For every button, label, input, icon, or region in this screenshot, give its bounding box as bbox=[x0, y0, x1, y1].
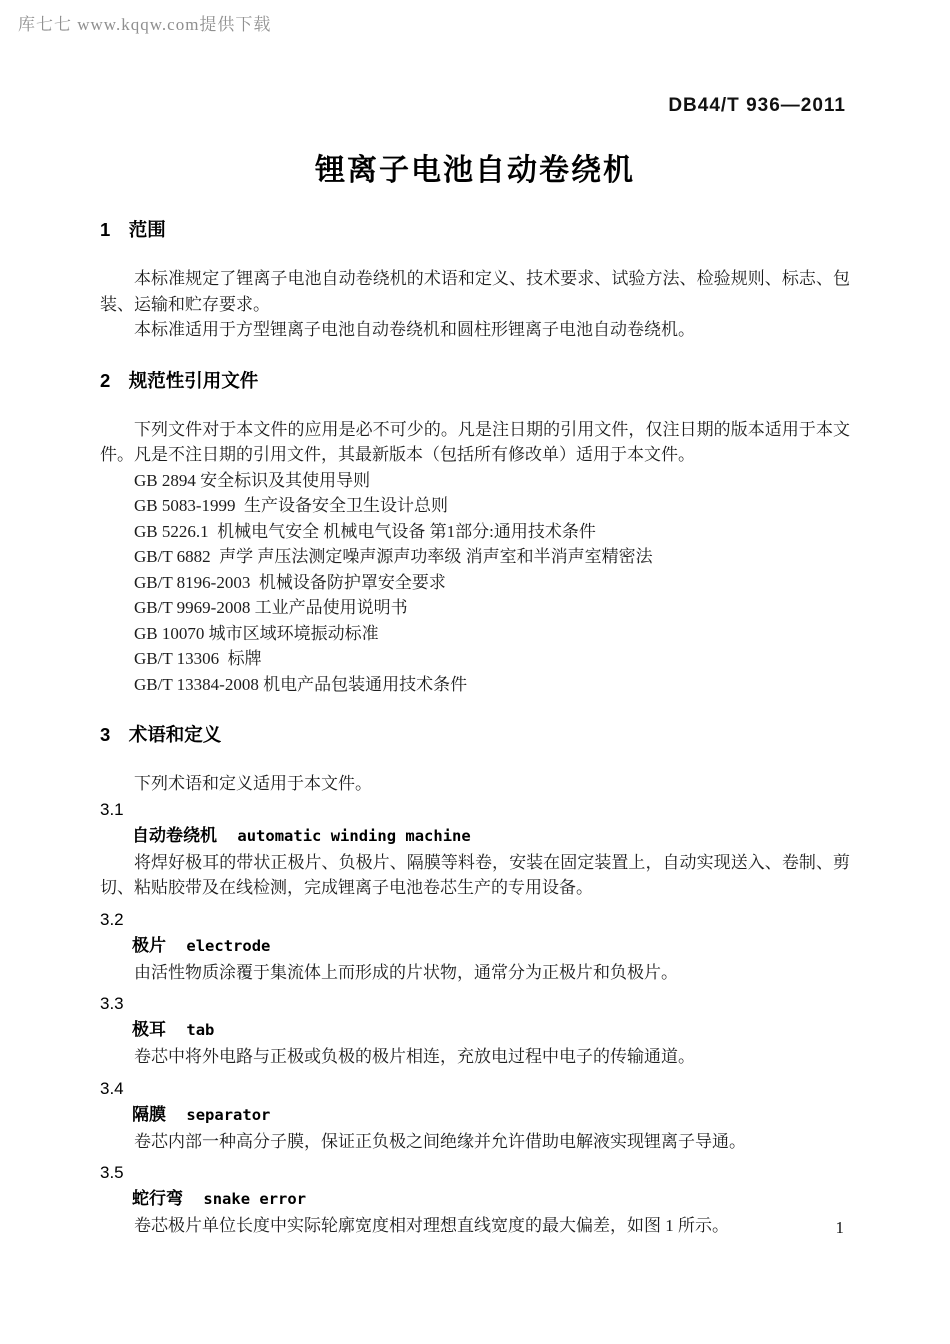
term-name-zh: 蛇行弯 bbox=[132, 1189, 183, 1208]
reference-item: GB/T 13306 标牌 bbox=[134, 649, 262, 668]
term-block bbox=[100, 797, 850, 901]
term-number: 3.1 bbox=[100, 799, 124, 819]
term-name-en: electrode bbox=[186, 936, 271, 955]
section-heading-terms bbox=[100, 723, 850, 747]
term-name-en: snake error bbox=[203, 1190, 307, 1208]
term-name-zh: 极片 bbox=[132, 935, 166, 955]
term-name-en: automatic winding machine bbox=[237, 826, 471, 845]
section-number: 2 bbox=[100, 369, 111, 391]
section-label: 范围 bbox=[128, 219, 166, 240]
term-definition: 将焊好极耳的带状正极片、负极片、隔膜等料卷，安装在固定装置上，自动实现送入、卷制、剪切、粘贴胶带及在线检测，完成锂离子电池卷芯生产的专用设备。 bbox=[100, 852, 850, 897]
section-number: 1 bbox=[100, 219, 111, 240]
reference-item: GB 10070 城市区域环境振动标准 bbox=[134, 623, 379, 643]
term-heading bbox=[100, 1102, 850, 1129]
reference-item: GB 2894 安全标识及其使用导则 bbox=[134, 470, 371, 490]
term-definition: 卷芯极片单位长度中实际轮廓宽度相对理想直线宽度的最大偏差，如图 1 所示。 bbox=[134, 1216, 729, 1235]
term-definition: 卷芯内部一种高分子膜，保证正负极之间绝缘并允许借助电解液实现锂离子导通。 bbox=[134, 1131, 746, 1151]
reference-item: GB/T 8196-2003 机械设备防护罩安全要求 bbox=[134, 572, 446, 592]
paragraph: 下列文件对于本文件的应用是必不可少的。凡是注日期的引用文件，仅注日期的版本适用于本文件。凡是不注日期的引用文件，其最新版本（包括所有修改单）适用于本文件。 bbox=[100, 419, 850, 464]
term-number: 3.5 bbox=[100, 1163, 124, 1182]
page-title: 锂离子电池自动卷绕机 bbox=[315, 154, 635, 187]
term-heading bbox=[100, 823, 850, 850]
term-block bbox=[100, 1076, 850, 1155]
section-heading-scope bbox=[100, 218, 850, 242]
document-content bbox=[100, 150, 850, 1239]
reference-item: GB/T 13384-2008 机电产品包装通用技术条件 bbox=[134, 674, 468, 694]
term-heading bbox=[100, 1017, 850, 1044]
reference-item: GB/T 9969-2008 工业产品使用说明书 bbox=[134, 598, 408, 617]
term-name-zh: 极耳 bbox=[132, 1020, 166, 1039]
page-number: 1 bbox=[835, 1218, 844, 1237]
watermark-text: 库七七 www.kqqw.com提供下载 bbox=[18, 15, 272, 34]
paragraph: 本标准适用于方型锂离子电池自动卷绕机和圆柱形锂离子电池自动卷绕机。 bbox=[134, 320, 695, 339]
term-number: 3.2 bbox=[100, 909, 124, 929]
reference-item: GB 5083-1999 生产设备安全卫生设计总则 bbox=[134, 496, 449, 515]
section-label: 规范性引用文件 bbox=[128, 369, 259, 391]
paragraph: 下列术语和定义适用于本文件。 bbox=[134, 774, 372, 793]
term-name-zh: 隔膜 bbox=[132, 1104, 166, 1124]
term-block bbox=[100, 907, 850, 986]
references-list bbox=[100, 468, 850, 698]
section-heading-references bbox=[100, 369, 850, 393]
term-heading bbox=[100, 1186, 850, 1213]
reference-item: GB/T 6882 声学 声压法测定噪声源声功率级 消声室和半消声室精密法 bbox=[134, 547, 653, 566]
term-number: 3.4 bbox=[100, 1078, 124, 1098]
term-heading bbox=[100, 933, 850, 960]
term-name-en: separator bbox=[186, 1105, 271, 1124]
reference-item: GB 5226.1 机械电气安全 机械电气设备 第1部分:通用技术条件 bbox=[134, 521, 596, 541]
paragraph: 本标准规定了锂离子电池自动卷绕机的术语和定义、技术要求、试验方法、检验规则、标志、包装、运输和贮存要求。 bbox=[100, 269, 850, 314]
term-name-en: tab bbox=[186, 1021, 215, 1039]
term-definition: 由活性物质涂覆于集流体上而形成的片状物，通常分为正极片和负极片。 bbox=[134, 962, 678, 982]
term-definition: 卷芯中将外电路与正极或负极的极片相连，充放电过程中电子的传输通道。 bbox=[134, 1047, 695, 1066]
term-number: 3.3 bbox=[100, 994, 124, 1013]
terms-list bbox=[100, 797, 850, 1239]
doc-number: DB44/T 936—2011 bbox=[668, 95, 846, 116]
term-name-zh: 自动卷绕机 bbox=[132, 825, 217, 845]
term-block bbox=[100, 991, 850, 1070]
section-label: 术语和定义 bbox=[128, 724, 222, 745]
section-number: 3 bbox=[100, 724, 111, 745]
term-block bbox=[100, 1160, 850, 1239]
